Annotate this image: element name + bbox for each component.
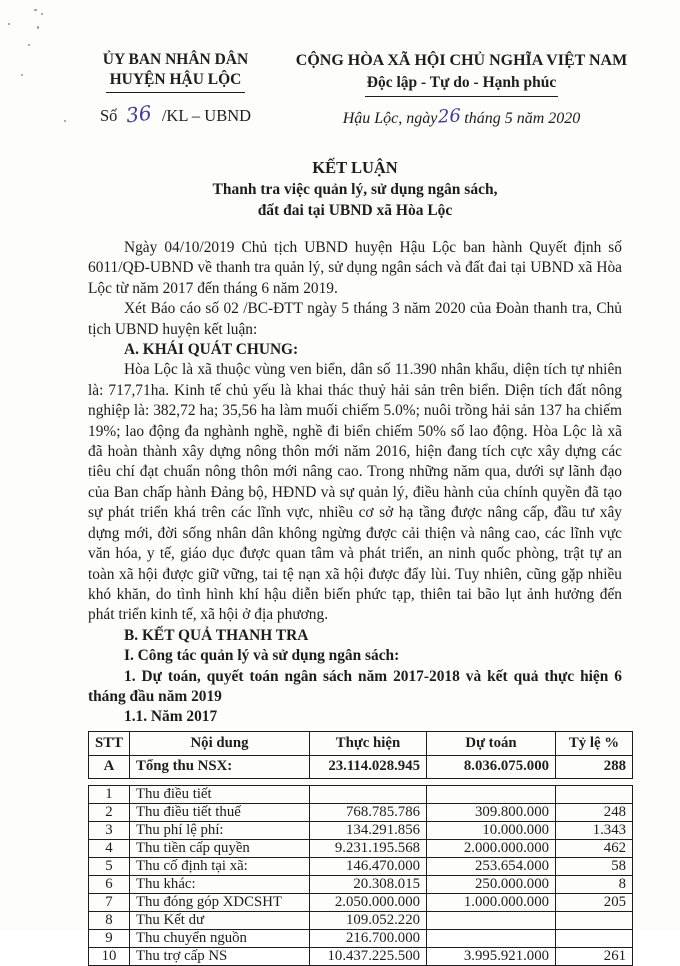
scan-artifact	[37, 26, 39, 29]
budget-table-rows-section	[88, 785, 633, 966]
scan-artifact	[64, 120, 66, 122]
cell-noi-dung: Thu cố định tại xã:	[130, 857, 310, 875]
cell-thuc-hien: 9.231.195.568	[310, 839, 427, 857]
cell-ty-le: 1.343	[556, 821, 633, 839]
scan-artifact	[8, 23, 10, 25]
cell-stt: 1	[89, 785, 130, 803]
cell-thuc-hien	[310, 785, 427, 803]
table-row	[89, 857, 633, 875]
cell-ty-le: 248	[556, 803, 633, 821]
scan-artifact	[21, 74, 23, 76]
table-row	[89, 947, 633, 965]
cell-stt: 3	[89, 821, 130, 839]
document-subtitle-1: Thanh tra việc quản lý, sử dụng ngân sách,	[212, 181, 498, 198]
cell-du-toan: 8.036.075.000	[427, 755, 556, 778]
cell-ty-le: 261	[556, 947, 633, 965]
cell-thuc-hien: 146.470.000	[310, 857, 427, 875]
cell-du-toan: 309.800.000	[427, 803, 556, 821]
cell-stt: 7	[89, 893, 130, 911]
doc-number-suffix: /KL – UBND	[161, 106, 252, 125]
cell-ty-le	[556, 785, 633, 803]
cell-ty-le: 8	[556, 875, 633, 893]
issuing-authority-block	[58, 50, 293, 128]
budget-table-2017	[88, 731, 632, 966]
cell-noi-dung: Thu Kết dư	[130, 911, 310, 929]
cell-ty-le: 205	[556, 893, 633, 911]
national-motto: Độc lập - Tự do - Hạnh phúc	[365, 72, 558, 97]
cell-thuc-hien: 20.308.015	[310, 875, 427, 893]
cell-du-toan	[427, 785, 556, 803]
table-row	[89, 875, 633, 893]
paragraph-intro-1: Ngày 04/10/2019 Chủ tịch UBND huyện Hậu Lộc ban hành Quyết định số 6011/QĐ-UBND về thanh tra quản lý, sử dụng ngân sách và đất đai tại UBND xã Hòa Lộc từ năm 2017 đến tháng 6 năm 2019.	[88, 239, 622, 297]
table-header-row	[89, 731, 633, 755]
document-subtitle-2: đất đai tại UBND xã Hòa Lộc	[257, 202, 453, 219]
table-row	[89, 803, 633, 821]
national-header-block	[293, 50, 630, 128]
org-name: HUYỆN HẬU LỘC	[106, 70, 246, 93]
cell-thuc-hien: 23.114.028.945	[310, 755, 427, 778]
column-header-stt: STT	[89, 731, 130, 755]
scan-artifact	[34, 9, 37, 11]
document-title: KẾT LUẬN	[312, 158, 398, 177]
cell-du-toan: 3.995.921.000	[427, 947, 556, 965]
cell-du-toan	[427, 911, 556, 929]
table-row	[89, 785, 633, 803]
scan-artifact	[41, 13, 43, 15]
document-title-block	[88, 157, 622, 221]
column-header-ty-le: Tỷ lệ %	[556, 731, 633, 755]
cell-noi-dung: Thu phí lệ phí:	[130, 821, 310, 839]
cell-ty-le: 288	[556, 755, 633, 778]
column-header-noi-dung: Nội dung	[130, 731, 310, 755]
section-b-heading: B. KẾT QUẢ THANH TRA	[124, 626, 309, 644]
cell-stt: 8	[89, 911, 130, 929]
table-row	[89, 911, 633, 929]
cell-noi-dung: Thu tiền cấp quyền	[130, 839, 310, 857]
cell-thuc-hien: 768.785.786	[310, 803, 427, 821]
heading-1: 1. Dự toán, quyết toán ngân sách năm 2017-2018 và kết quả thực hiện 6 tháng đầu năm 2019	[88, 667, 622, 705]
cell-thuc-hien: 2.050.000.000	[310, 893, 427, 911]
table-row	[89, 893, 633, 911]
budget-table-header-section	[88, 731, 633, 779]
column-header-thuc-hien: Thực hiện	[310, 731, 427, 755]
cell-ty-le	[556, 911, 633, 929]
section-a-heading: A. KHÁI QUÁT CHUNG:	[124, 341, 299, 359]
cell-du-toan: 253.654.000	[427, 857, 556, 875]
cell-stt: 6	[89, 875, 130, 893]
table-row	[89, 839, 633, 857]
national-title: CỘNG HÒA XÃ HỘI CHỦ NGHĨA VIỆT NAM	[295, 52, 628, 69]
section-i-heading: I. Công tác quản lý và sử dụng ngân sách:	[124, 647, 400, 665]
cell-stt: 10	[89, 947, 130, 965]
table-row	[89, 929, 633, 947]
cell-noi-dung: Thu chuyển nguồn	[130, 929, 310, 947]
cell-thuc-hien: 10.437.225.500	[310, 947, 427, 965]
date-day-handwritten: 26	[437, 105, 462, 128]
document-body	[88, 238, 622, 728]
letterhead	[0, 0, 680, 128]
cell-noi-dung: Tổng thu NSX:	[130, 755, 310, 778]
cell-stt: A	[89, 755, 130, 778]
place-date-suffix: tháng 5 năm 2020	[464, 110, 581, 127]
place-date-prefix: Hậu Lộc, ngày	[342, 110, 438, 127]
cell-noi-dung: Thu trợ cấp NS	[130, 947, 310, 965]
cell-noi-dung: Thu điều tiết thuế	[130, 803, 310, 821]
table-row	[89, 821, 633, 839]
cell-stt: 2	[89, 803, 130, 821]
place-date-line	[293, 107, 630, 128]
cell-thuc-hien: 134.291.856	[310, 821, 427, 839]
doc-number-handwritten: 36	[125, 100, 154, 128]
cell-stt: 9	[89, 929, 130, 947]
heading-1-1: 1.1. Năm 2017	[124, 708, 218, 726]
cell-du-toan: 10.000.000	[427, 821, 556, 839]
cell-thuc-hien: 109.052.220	[310, 911, 427, 929]
table-total-row	[89, 755, 633, 778]
cell-thuc-hien: 216.700.000	[310, 929, 427, 947]
cell-du-toan	[427, 929, 556, 947]
cell-du-toan: 1.000.000.000	[427, 893, 556, 911]
cell-ty-le: 462	[556, 839, 633, 857]
paragraph-overview: Hòa Lộc là xã thuộc vùng ven biển, dân số 11.390 nhân khẩu, diện tích tự nhiên là: 717,71ha. Kinh tế chủ yếu là khai thác thuỷ hải sản trên biển. Diện tích đất nông nghiệp là: 382,72 ha; 35,56 ha làm muối chiếm 5.0%; nuôi trồng hải sản 137 ha chiếm 19%; lao động đa nghành nghề, nghề đi biển chiếm 50% số lao động. Hòa Lộc là xã đã hoàn thành xây dựng nông thôn mới năm 2016, hiện đang tích cực xây dựng các tiêu chí đạt chuẩn nông thôn mới nâng cao. Trong những năm qua, dưới sự lãnh đạo của Ban chấp hành Đảng bộ, HĐND và sự quản lý, điều hành của chính quyền đã tạo sự phát triển khá trên các lĩnh vực, nhiều cơ sở hạ tầng được nâng cấp, đầu tư xây dựng mới, đời sống nhân dân không ngừng được cải thiện và nâng cao, các lĩnh vực văn hóa, y tế, giáo dục được quan tâm và phát triển, an ninh quốc phòng, trật tự an toàn xã hội được giữ vững, tai tệ nạn xã hội được đẩy lùi. Tuy nhiên, cũng gặp nhiều khó khăn, do tình hình khí hậu diễn biến phức tạp, thiên tai bão lụt ảnh hưởng đến phát triển kinh tế, xã hội ở địa phương.	[88, 361, 622, 624]
cell-noi-dung: Thu khác:	[130, 875, 310, 893]
cell-ty-le: 58	[556, 857, 633, 875]
cell-stt: 4	[89, 839, 130, 857]
paragraph-intro-2: Xét Báo cáo số 02 /BC-ĐTT ngày 5 tháng 3 năm 2020 của Đoàn thanh tra, Chủ tịch UBND huyện kết luận:	[88, 300, 622, 338]
cell-du-toan: 250.000.000	[427, 875, 556, 893]
column-header-du-toan: Dự toán	[427, 731, 556, 755]
cell-du-toan: 2.000.000.000	[427, 839, 556, 857]
cell-stt: 5	[89, 857, 130, 875]
document-number-line	[58, 102, 293, 126]
doc-number-label: Số	[99, 106, 118, 125]
org-parent-name: ỦY BAN NHÂN DÂN	[102, 51, 249, 68]
cell-ty-le	[556, 929, 633, 947]
cell-noi-dung: Thu điều tiết	[130, 785, 310, 803]
scan-artifact	[28, 44, 30, 46]
cell-noi-dung: Thu đóng góp XDCSHT	[130, 893, 310, 911]
